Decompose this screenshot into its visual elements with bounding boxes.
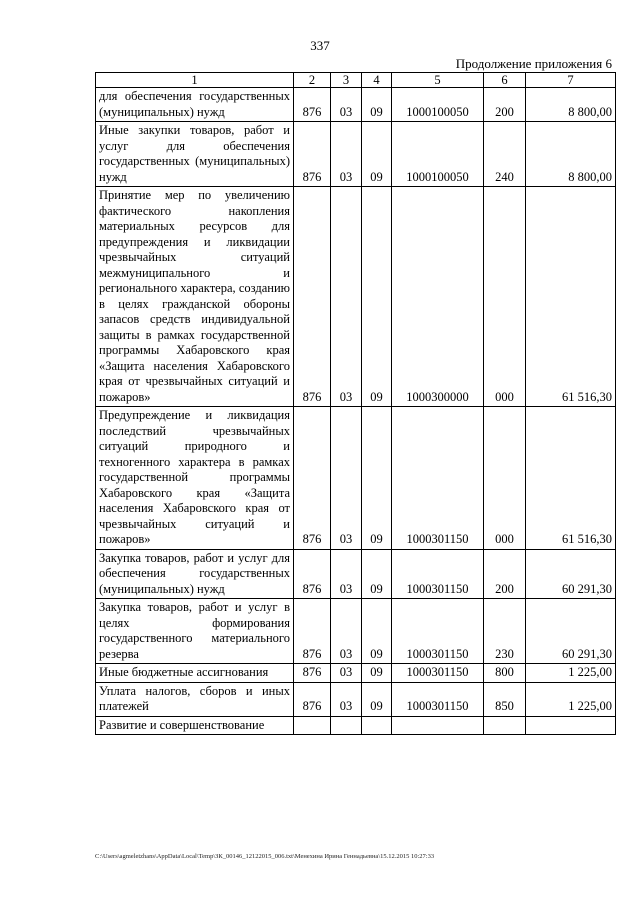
section-code-cell: 03 — [331, 549, 362, 599]
target-article-cell: 1000100050 — [392, 88, 484, 122]
column-header: 2 — [294, 73, 331, 88]
table-row — [96, 122, 616, 187]
column-header: 5 — [392, 73, 484, 88]
subsection-code-cell: 09 — [362, 122, 392, 187]
table-row — [96, 88, 616, 122]
expense-type-cell: 000 — [484, 407, 526, 550]
section-code-cell: 03 — [331, 122, 362, 187]
expense-type-cell: 800 — [484, 664, 526, 683]
subsection-code-cell: 09 — [362, 187, 392, 407]
table-row — [96, 407, 616, 550]
amount-cell: 8 800,00 — [526, 88, 616, 122]
column-header: 3 — [331, 73, 362, 88]
row-name-cell: Предупреждение и ликвидация последствий чрезвычайных ситуаций природного и техногенного характера в рамках государственной программы Хабаровского края «Защита населения Хабаровского края от чрезвычайных ситуаций и пожаров» — [96, 407, 294, 550]
table-row — [96, 187, 616, 407]
ministry-code-cell: 876 — [294, 549, 331, 599]
column-header-row — [96, 73, 616, 88]
target-article-cell: 1000301150 — [392, 664, 484, 683]
amount-cell: 61 516,30 — [526, 187, 616, 407]
ministry-code-cell — [294, 716, 331, 735]
row-name-cell: Иные бюджетные ассигнования — [96, 664, 294, 683]
table-row — [96, 664, 616, 683]
amount-cell: 1 225,00 — [526, 664, 616, 683]
section-code-cell: 03 — [331, 664, 362, 683]
ministry-code-cell: 876 — [294, 682, 331, 716]
row-name-cell: для обеспечения государственных (муниципальных) нужд — [96, 88, 294, 122]
section-code-cell: 03 — [331, 88, 362, 122]
section-code-cell: 03 — [331, 599, 362, 664]
target-article-cell: 1000301150 — [392, 407, 484, 550]
table-row — [96, 549, 616, 599]
column-header: 6 — [484, 73, 526, 88]
target-article-cell: 1000301150 — [392, 549, 484, 599]
subsection-code-cell: 09 — [362, 599, 392, 664]
table-row — [96, 599, 616, 664]
target-article-cell: 1000300000 — [392, 187, 484, 407]
expense-type-cell: 200 — [484, 88, 526, 122]
column-header: 1 — [96, 73, 294, 88]
amount-cell: 60 291,30 — [526, 549, 616, 599]
budget-table — [95, 72, 616, 735]
expense-type-cell: 240 — [484, 122, 526, 187]
ministry-code-cell: 876 — [294, 599, 331, 664]
subsection-code-cell: 09 — [362, 664, 392, 683]
amount-cell: 61 516,30 — [526, 407, 616, 550]
subsection-code-cell: 09 — [362, 549, 392, 599]
table-row — [96, 716, 616, 735]
target-article-cell: 1000100050 — [392, 122, 484, 187]
row-name-cell: Закупка товаров, работ и услуг в целях формирования государственного материального резерва — [96, 599, 294, 664]
subsection-code-cell: 09 — [362, 682, 392, 716]
subsection-code-cell: 09 — [362, 88, 392, 122]
target-article-cell: 1000301150 — [392, 599, 484, 664]
ministry-code-cell: 876 — [294, 122, 331, 187]
continuation-label: Продолжение приложения 6 — [455, 56, 612, 71]
row-name-cell: Иные закупки товаров, работ и услуг для обеспечения государственных (муниципальных) нужд — [96, 122, 294, 187]
row-name-cell: Принятие мер по увеличению фактического накопления материальных ресурсов для предупреждения и ликвидации чрезвычайных ситуаций межмуниципального и регионального характера, созданию в целях гражданской обороны запасов средств индивидуальной защиты в рамках государственной программы Хабаровского края «Защита населения Хабаровского края от чрезвычайных ситуаций и пожаров» — [96, 187, 294, 407]
table-row — [96, 682, 616, 716]
expense-type-cell: 230 — [484, 599, 526, 664]
expense-type-cell: 200 — [484, 549, 526, 599]
ministry-code-cell: 876 — [294, 664, 331, 683]
page-number: 337 — [310, 38, 330, 53]
expense-type-cell: 000 — [484, 187, 526, 407]
target-article-cell — [392, 716, 484, 735]
section-code-cell: 03 — [331, 407, 362, 550]
expense-type-cell — [484, 716, 526, 735]
row-name-cell: Закупка товаров, работ и услуг для обеспечения государственных (муниципальных) нужд — [96, 549, 294, 599]
column-header: 7 — [526, 73, 616, 88]
row-name-cell: Уплата налогов, сборов и иных платежей — [96, 682, 294, 716]
ministry-code-cell: 876 — [294, 88, 331, 122]
expense-type-cell: 850 — [484, 682, 526, 716]
ministry-code-cell: 876 — [294, 187, 331, 407]
ministry-code-cell: 876 — [294, 407, 331, 550]
file-path-footer: C:\Users\agmeletzhans\AppData\Local\Temp\ЗК_00146_12122015_006.txt\Менехина Ирина Геннадьевна\15.12.2015 10:27:33 — [95, 853, 435, 860]
subsection-code-cell: 09 — [362, 407, 392, 550]
row-name-cell: Развитие и совершенствование — [96, 716, 294, 735]
amount-cell — [526, 716, 616, 735]
section-code-cell: 03 — [331, 682, 362, 716]
amount-cell: 8 800,00 — [526, 122, 616, 187]
target-article-cell: 1000301150 — [392, 682, 484, 716]
column-header: 4 — [362, 73, 392, 88]
amount-cell: 1 225,00 — [526, 682, 616, 716]
section-code-cell — [331, 716, 362, 735]
section-code-cell: 03 — [331, 187, 362, 407]
subsection-code-cell — [362, 716, 392, 735]
amount-cell: 60 291,30 — [526, 599, 616, 664]
